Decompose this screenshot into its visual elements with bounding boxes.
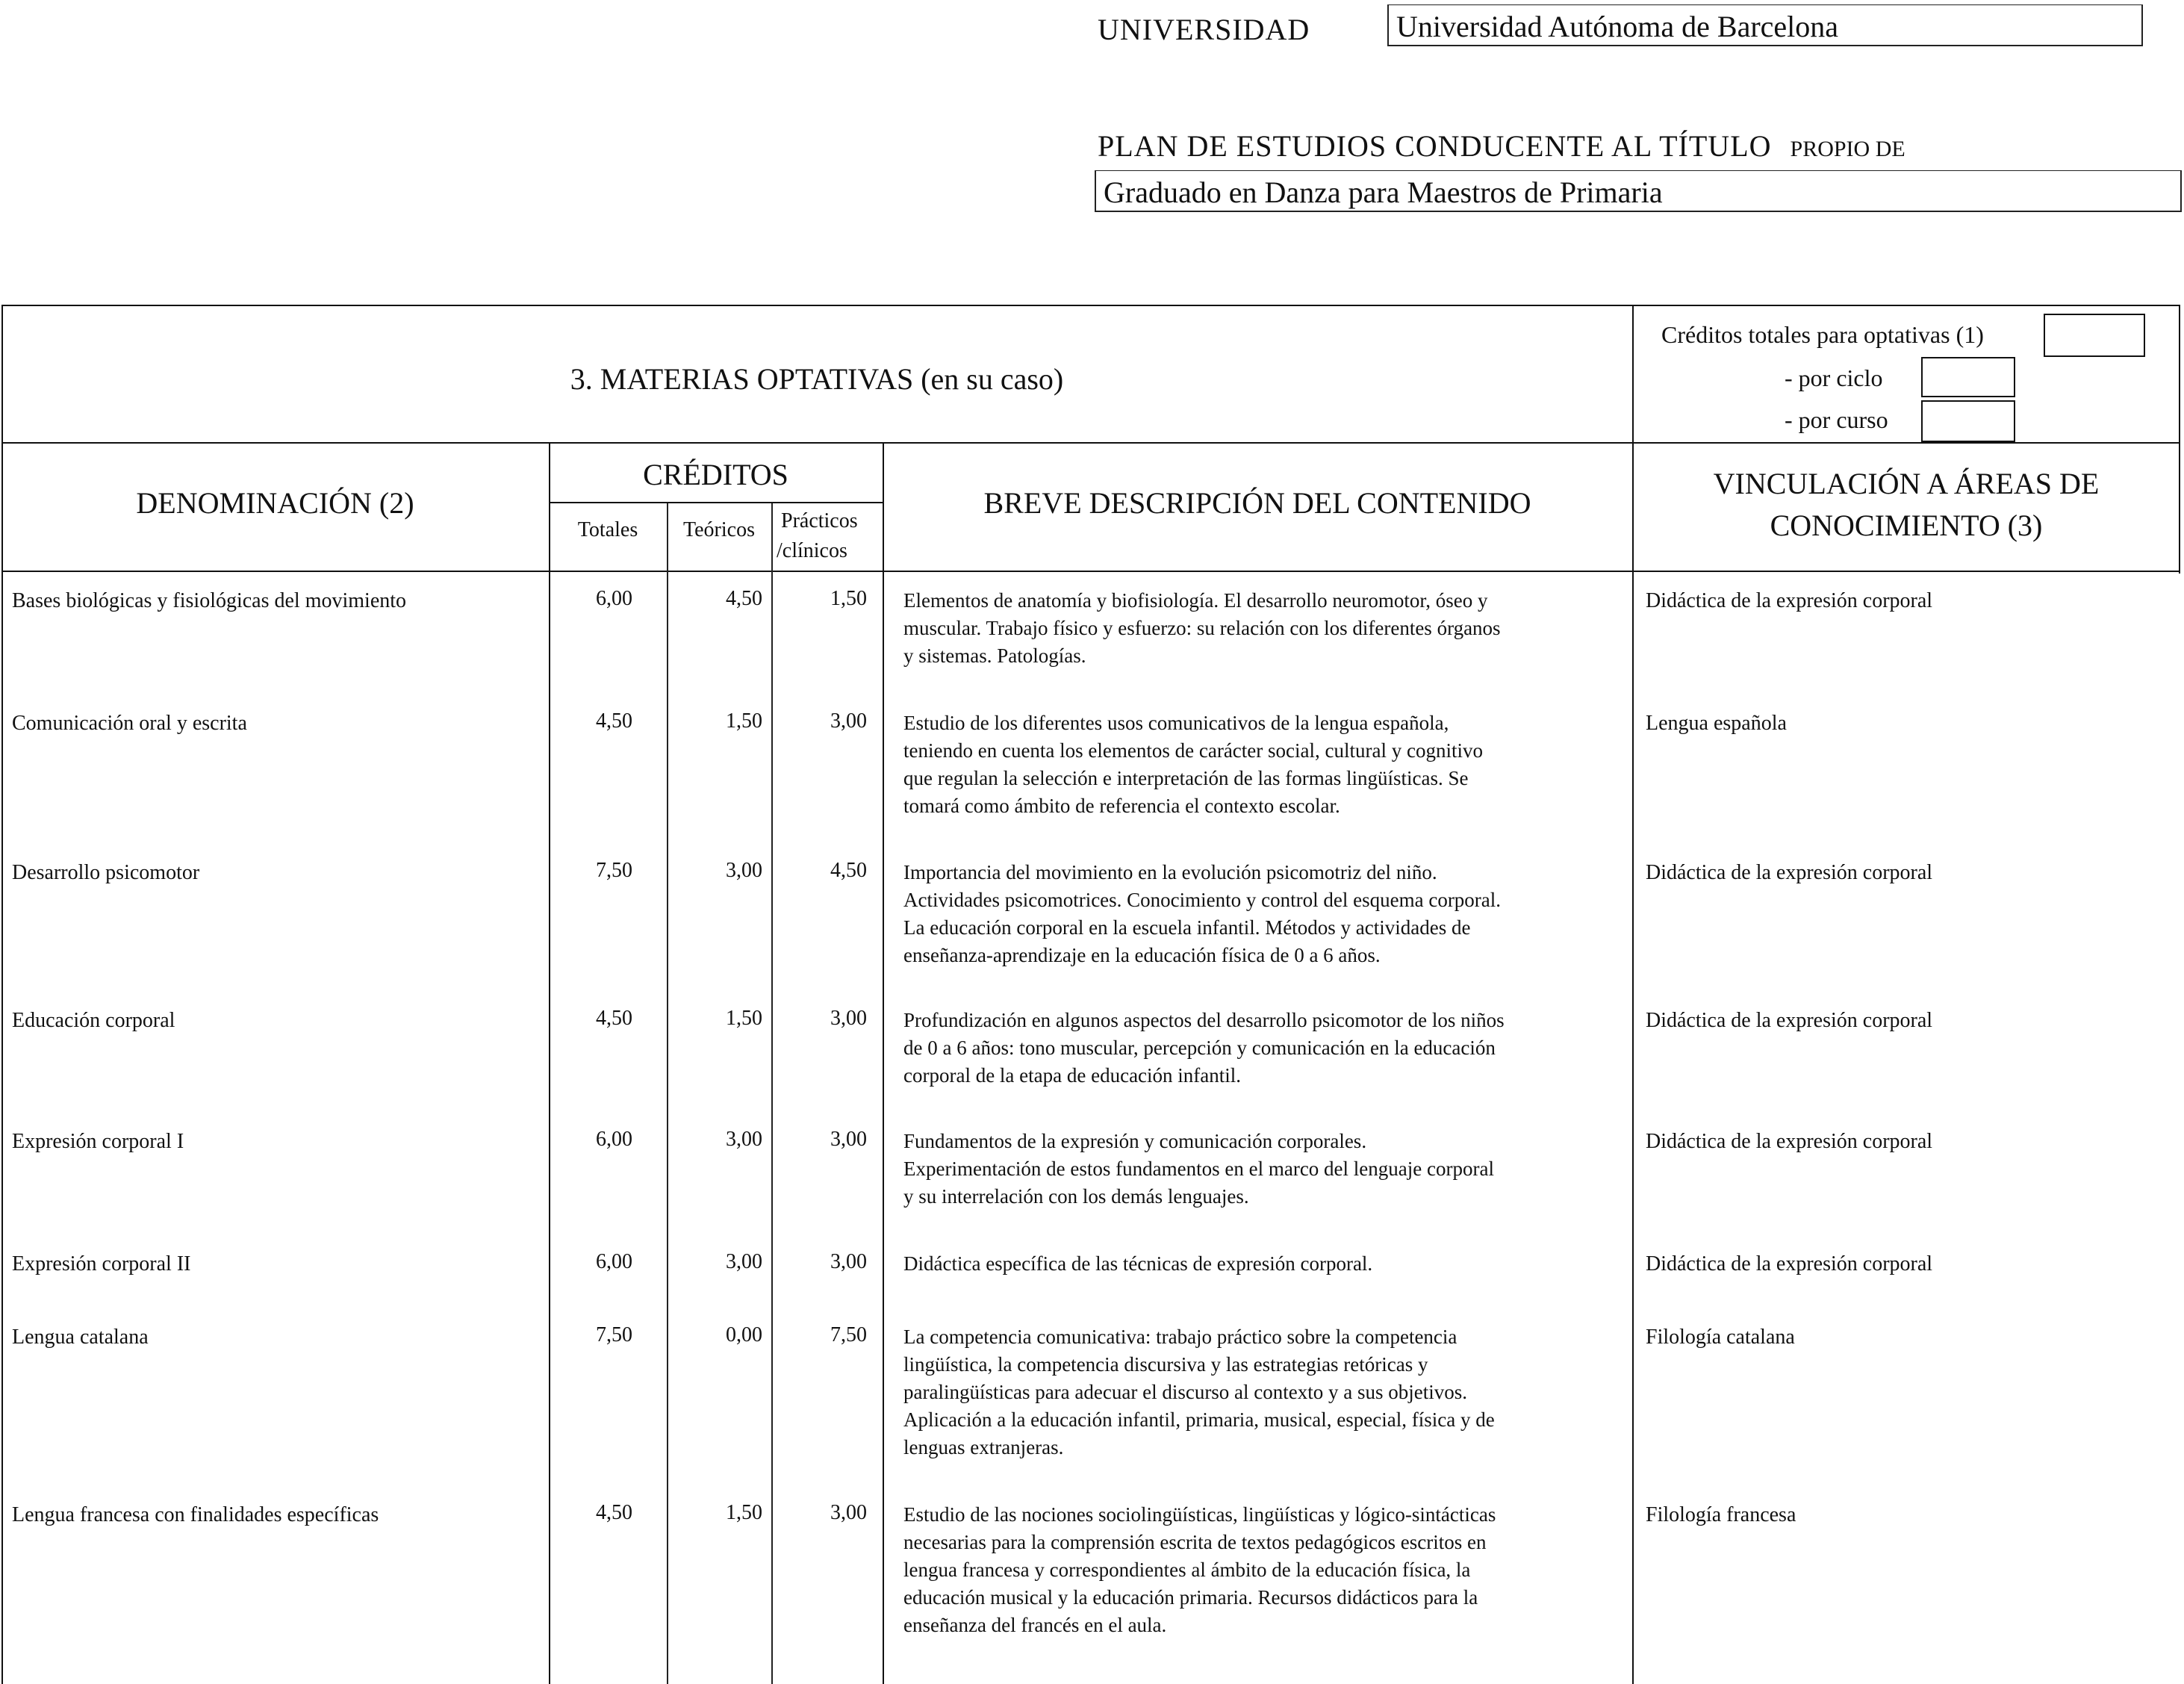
row-totales: 4,50: [596, 1007, 632, 1030]
row-descripcion-line: enseñanza del francés en el aula.: [903, 1614, 1167, 1636]
row-descripcion: [903, 709, 1620, 820]
row-teoricos: 0,00: [726, 1323, 762, 1346]
plan-label: [1098, 128, 1905, 164]
col-header-practicos-line1: Prácticos: [781, 509, 858, 532]
row-teoricos: 3,00: [726, 1250, 762, 1273]
universidad-field: Universidad Autónoma de Barcelona: [1387, 4, 2143, 46]
row-teoricos: 1,50: [726, 1501, 762, 1524]
row-vinculacion: Lengua española: [1646, 712, 1787, 735]
row-denominacion: Lengua catalana: [12, 1326, 149, 1349]
row-practicos: 3,00: [830, 709, 867, 733]
row-descripcion-line: La competencia comunicativa: trabajo práctico sobre la competencia: [903, 1326, 1457, 1348]
por-ciclo-label: - por ciclo: [1785, 364, 1883, 391]
row-descripcion-line: de 0 a 6 años: tono muscular, percepción y comunicación en la educación: [903, 1037, 1496, 1059]
row-descripcion-line: muscular. Trabajo físico y esfuerzo: su relación con los diferentes órganos: [903, 617, 1501, 639]
row-descripcion-line: educación musical y la educación primaria. Recursos didácticos para la: [903, 1586, 1478, 1609]
row-descripcion: [903, 587, 1620, 670]
row-totales: 6,00: [596, 1250, 632, 1273]
por-ciclo-input[interactable]: [1921, 357, 2015, 397]
creditos-totales-input[interactable]: [2044, 314, 2145, 357]
row-descripcion-line: Didáctica específica de las técnicas de expresión corporal.: [903, 1252, 1373, 1275]
row-vinculacion: Didáctica de la expresión corporal: [1646, 1130, 1933, 1153]
row-practicos: 3,00: [830, 1501, 867, 1524]
col-header-descripcion: BREVE DESCRIPCIÓN DEL CONTENIDO: [983, 486, 1531, 520]
row-descripcion-line: lengua francesa y correspondientes al ámbito de la educación física, la: [903, 1559, 1471, 1581]
row-teoricos: 4,50: [726, 587, 762, 610]
por-curso-input[interactable]: [1921, 400, 2015, 442]
row-vinculacion: Didáctica de la expresión corporal: [1646, 589, 1933, 612]
plan-label-text: PLAN DE ESTUDIOS CONDUCENTE AL TÍTULO: [1098, 129, 1772, 163]
titulo-field: Graduado en Danza para Maestros de Primaria: [1095, 170, 2182, 212]
row-vinculacion: Filología francesa: [1646, 1503, 1796, 1526]
row-practicos: 4,50: [830, 859, 867, 882]
row-descripcion-line: tomará como ámbito de referencia el contexto escolar.: [903, 795, 1340, 817]
col-header-totales: Totales: [577, 518, 638, 541]
row-descripcion-line: Estudio de los diferentes usos comunicativos de la lengua española,: [903, 712, 1449, 734]
col-header-vinculacion: [1632, 463, 2180, 547]
row-teoricos: 1,50: [726, 1007, 762, 1030]
row-descripcion-line: La educación corporal en la escuela infantil. Métodos y actividades de: [903, 916, 1471, 939]
row-practicos: 3,00: [830, 1007, 867, 1030]
universidad-label: UNIVERSIDAD: [1098, 13, 1310, 46]
row-descripcion-line: Elementos de anatomía y biofisiología. El desarrollo neuromotor, óseo y: [903, 589, 1488, 612]
row-totales: 6,00: [596, 1128, 632, 1151]
row-descripcion-line: Aplicación a la educación infantil, primaria, musical, especial, física y de: [903, 1408, 1495, 1431]
row-descripcion-line: paralingüísticas para adecuar el discurso al contexto y a sus objetivos.: [903, 1381, 1468, 1403]
col-header-practicos: [777, 506, 883, 566]
row-descripcion: [903, 859, 1620, 969]
row-descripcion: [903, 1128, 1620, 1211]
row-denominacion: Comunicación oral y escrita: [12, 712, 247, 735]
row-totales: 7,50: [596, 859, 632, 882]
col-header-creditos: CRÉDITOS: [643, 458, 788, 491]
row-practicos: 7,50: [830, 1323, 867, 1346]
row-denominacion: Lengua francesa con finalidades específicas: [12, 1503, 379, 1526]
row-totales: 4,50: [596, 709, 632, 733]
row-denominacion: Expresión corporal I: [12, 1130, 184, 1153]
col-header-vinculacion-line2: CONOCIMIENTO (3): [1770, 509, 2043, 542]
row-descripcion-line: Fundamentos de la expresión y comunicación corporales.: [903, 1130, 1367, 1152]
row-practicos: 1,50: [830, 587, 867, 610]
row-teoricos: 1,50: [726, 709, 762, 733]
row-descripcion-line: Experimentación de estos fundamentos en el marco del lenguaje corporal: [903, 1158, 1494, 1180]
row-descripcion: [903, 1323, 1620, 1461]
row-descripcion-line: Profundización en algunos aspectos del desarrollo psicomotor de los niños: [903, 1009, 1505, 1031]
col-header-practicos-line2: /clínicos: [777, 539, 847, 562]
row-denominacion: Expresión corporal II: [12, 1252, 191, 1276]
por-curso-label: - por curso: [1785, 406, 1888, 433]
row-descripcion-line: lingüística, la competencia discursiva y las estrategias retóricas y: [903, 1353, 1428, 1376]
section-title: 3. MATERIAS OPTATIVAS (en su caso): [570, 362, 1064, 396]
row-descripcion-line: Actividades psicomotrices. Conocimiento y control del esquema corporal.: [903, 889, 1502, 911]
row-descripcion-line: lenguas extranjeras.: [903, 1436, 1064, 1458]
creditos-totales-label: Créditos totales para optativas (1): [1661, 321, 1984, 348]
plan-label-suffix: PROPIO DE: [1790, 137, 1905, 161]
row-vinculacion: Didáctica de la expresión corporal: [1646, 1009, 1933, 1032]
row-descripcion-line: y su interrelación con los demás lenguajes.: [903, 1185, 1249, 1208]
row-descripcion-line: enseñanza-aprendizaje en la educación física de 0 a 6 años.: [903, 944, 1381, 966]
row-denominacion: Educación corporal: [12, 1009, 175, 1032]
row-descripcion: [903, 1007, 1620, 1090]
row-descripcion: [903, 1250, 1620, 1278]
col-header-teoricos: Teóricos: [682, 518, 755, 541]
row-vinculacion: Filología catalana: [1646, 1326, 1795, 1349]
row-descripcion-line: y sistemas. Patologías.: [903, 644, 1086, 667]
row-totales: 6,00: [596, 587, 632, 610]
row-practicos: 3,00: [830, 1128, 867, 1151]
row-teoricos: 3,00: [726, 1128, 762, 1151]
row-descripcion-line: necesarias para la comprensión escrita de textos pedagógicos escritos en: [903, 1531, 1487, 1553]
row-teoricos: 3,00: [726, 859, 762, 882]
row-vinculacion: Didáctica de la expresión corporal: [1646, 1252, 1933, 1276]
col-header-vinculacion-line1: VINCULACIÓN A ÁREAS DE: [1713, 467, 2100, 500]
col-header-denominacion: DENOMINACIÓN (2): [136, 486, 414, 520]
row-denominacion: Bases biológicas y fisiológicas del movimiento: [12, 589, 407, 612]
row-descripcion-line: Estudio de las nociones sociolingüísticas, lingüísticas y lógico-sintácticas: [903, 1503, 1496, 1526]
row-descripcion-line: teniendo en cuenta los elementos de carácter social, cultural y cognitivo: [903, 739, 1483, 762]
row-descripcion-line: corporal de la etapa de educación infantil.: [903, 1064, 1242, 1087]
row-practicos: 3,00: [830, 1250, 867, 1273]
row-totales: 7,50: [596, 1323, 632, 1346]
row-descripcion-line: Importancia del movimiento en la evolución psicomotriz del niño.: [903, 861, 1437, 883]
row-denominacion: Desarrollo psicomotor: [12, 861, 200, 884]
row-totales: 4,50: [596, 1501, 632, 1524]
row-descripcion-line: que regulan la selección e interpretación de las formas lingüísticas. Se: [903, 767, 1469, 789]
row-descripcion: [903, 1501, 1620, 1639]
row-vinculacion: Didáctica de la expresión corporal: [1646, 861, 1933, 884]
